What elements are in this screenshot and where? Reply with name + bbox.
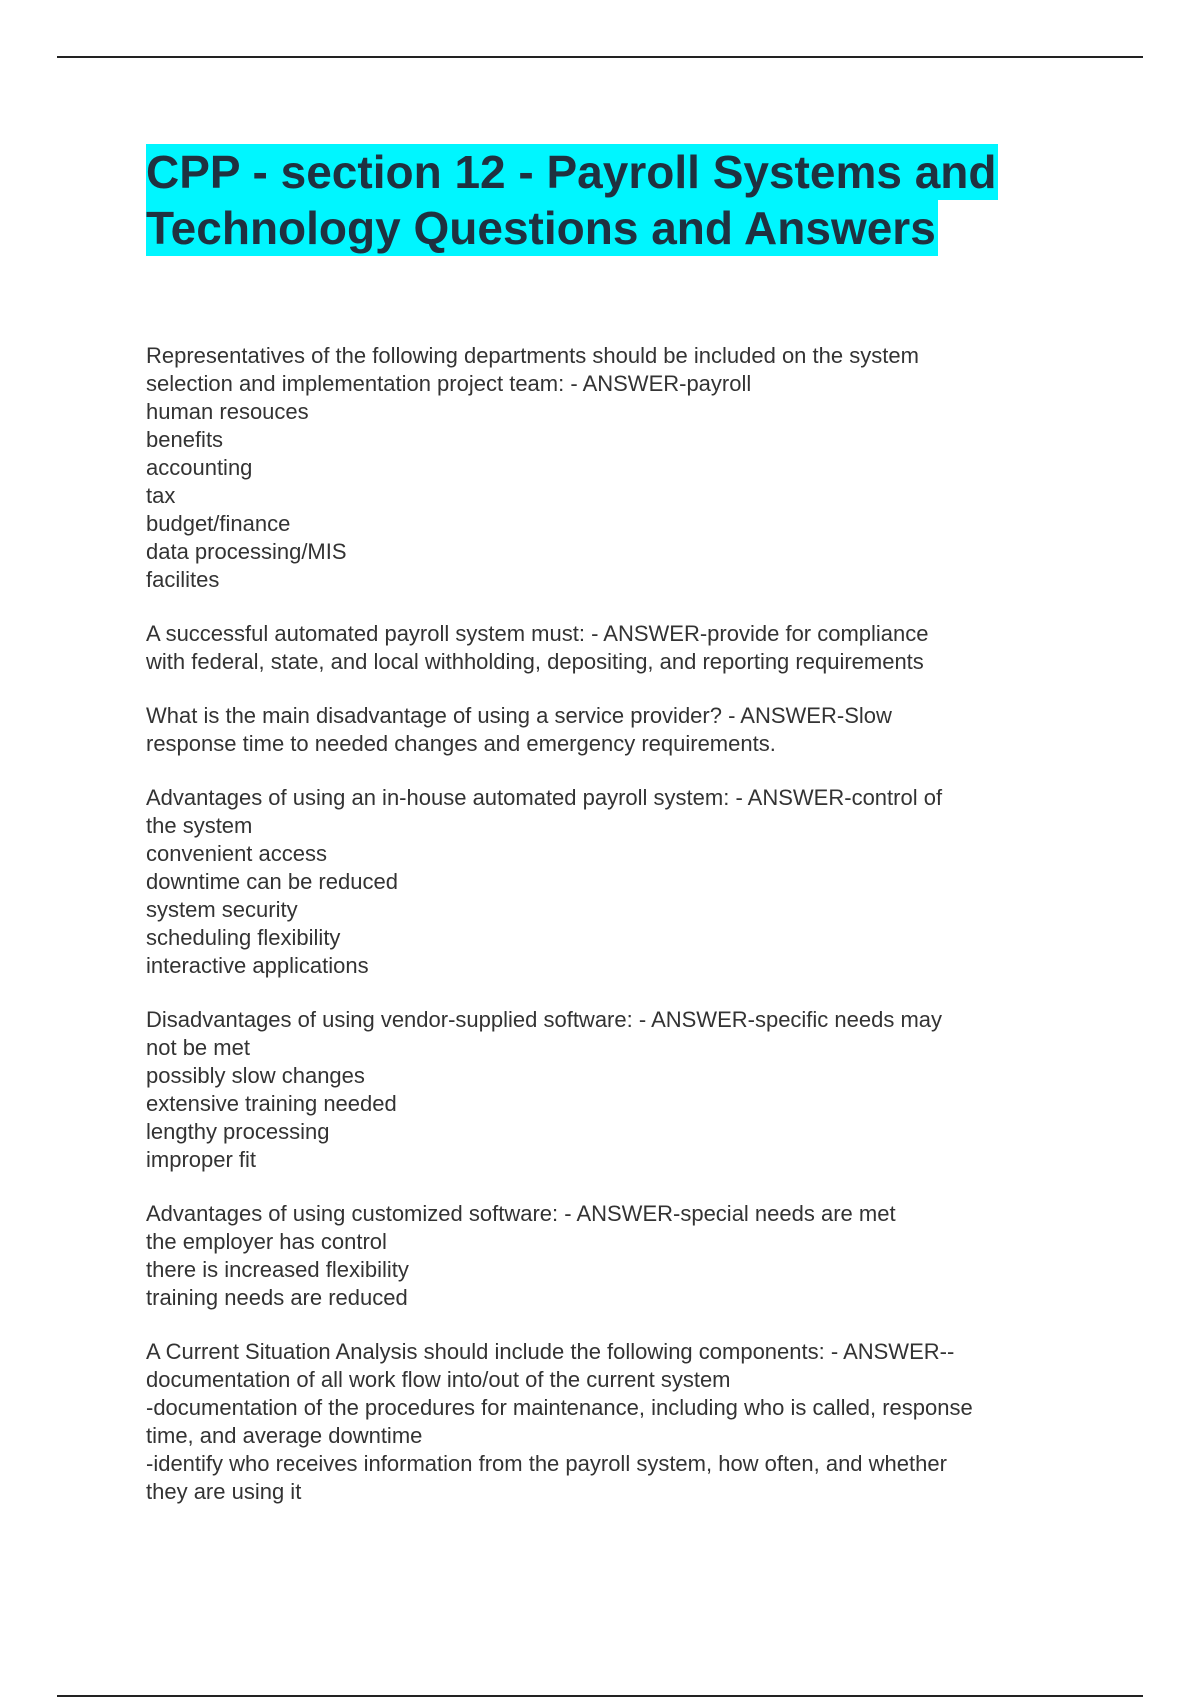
qa-item-project-team bbox=[146, 342, 1066, 594]
qa-line: -identify who receives information from the payroll system, how often, and whether bbox=[146, 1451, 947, 1476]
qa-line: training needs are reduced bbox=[146, 1285, 408, 1310]
qa-line: lengthy processing bbox=[146, 1119, 330, 1144]
qa-line: convenient access bbox=[146, 841, 327, 866]
qa-line: extensive training needed bbox=[146, 1091, 397, 1116]
qa-line: accounting bbox=[146, 455, 253, 480]
document-body bbox=[146, 144, 1066, 1532]
qa-line: with federal, state, and local withholding, depositing, and reporting requirements bbox=[146, 649, 924, 674]
qa-item-service-provider bbox=[146, 702, 1066, 758]
qa-item-current-situation bbox=[146, 1338, 1066, 1506]
qa-line: Disadvantages of using vendor-supplied software: - ANSWER-specific needs may bbox=[146, 1007, 943, 1032]
qa-line: interactive applications bbox=[146, 953, 369, 978]
qa-line: improper fit bbox=[146, 1147, 257, 1172]
qa-item-in-house-advantages bbox=[146, 784, 1066, 980]
title-line-1: CPP - section 12 - Payroll Systems and bbox=[146, 146, 997, 198]
qa-list bbox=[146, 342, 1066, 1506]
qa-line: A successful automated payroll system must: - ANSWER-provide for compliance bbox=[146, 621, 929, 646]
qa-line: documentation of all work flow into/out of the current system bbox=[146, 1367, 731, 1392]
qa-item-successful-system bbox=[146, 620, 1066, 676]
qa-line: possibly slow changes bbox=[146, 1063, 365, 1088]
qa-line: response time to needed changes and emergency requirements. bbox=[146, 731, 776, 756]
qa-line: the employer has control bbox=[146, 1229, 387, 1254]
qa-line: selection and implementation project team: - ANSWER-payroll bbox=[146, 371, 752, 396]
qa-line: there is increased flexibility bbox=[146, 1257, 409, 1282]
header-rule bbox=[57, 56, 1143, 58]
qa-line: A Current Situation Analysis should include the following components: - ANSWER-- bbox=[146, 1339, 955, 1364]
qa-line: benefits bbox=[146, 427, 224, 452]
qa-line: they are using it bbox=[146, 1479, 302, 1504]
qa-line: not be met bbox=[146, 1035, 250, 1060]
footer-rule bbox=[57, 1695, 1143, 1697]
qa-line: data processing/MIS bbox=[146, 539, 347, 564]
qa-line: Representatives of the following departments should be included on the system bbox=[146, 343, 919, 368]
qa-line: budget/finance bbox=[146, 511, 291, 536]
qa-line: -documentation of the procedures for maintenance, including who is called, response bbox=[146, 1395, 973, 1420]
qa-line: system security bbox=[146, 897, 298, 922]
qa-item-customized-advantages bbox=[146, 1200, 1066, 1312]
qa-line: human resouces bbox=[146, 399, 309, 424]
qa-line: scheduling flexibility bbox=[146, 925, 341, 950]
qa-line: facilites bbox=[146, 567, 220, 592]
qa-item-vendor-disadvantages bbox=[146, 1006, 1066, 1174]
qa-line: time, and average downtime bbox=[146, 1423, 423, 1448]
qa-line: the system bbox=[146, 813, 253, 838]
document-title bbox=[146, 144, 1066, 256]
qa-line: What is the main disadvantage of using a service provider? - ANSWER-Slow bbox=[146, 703, 892, 728]
title-line-2: Technology Questions and Answers bbox=[146, 202, 936, 254]
qa-line: Advantages of using an in-house automated payroll system: - ANSWER-control of bbox=[146, 785, 943, 810]
qa-line: Advantages of using customized software: - ANSWER-special needs are met bbox=[146, 1201, 896, 1226]
qa-line: tax bbox=[146, 483, 176, 508]
qa-line: downtime can be reduced bbox=[146, 869, 398, 894]
